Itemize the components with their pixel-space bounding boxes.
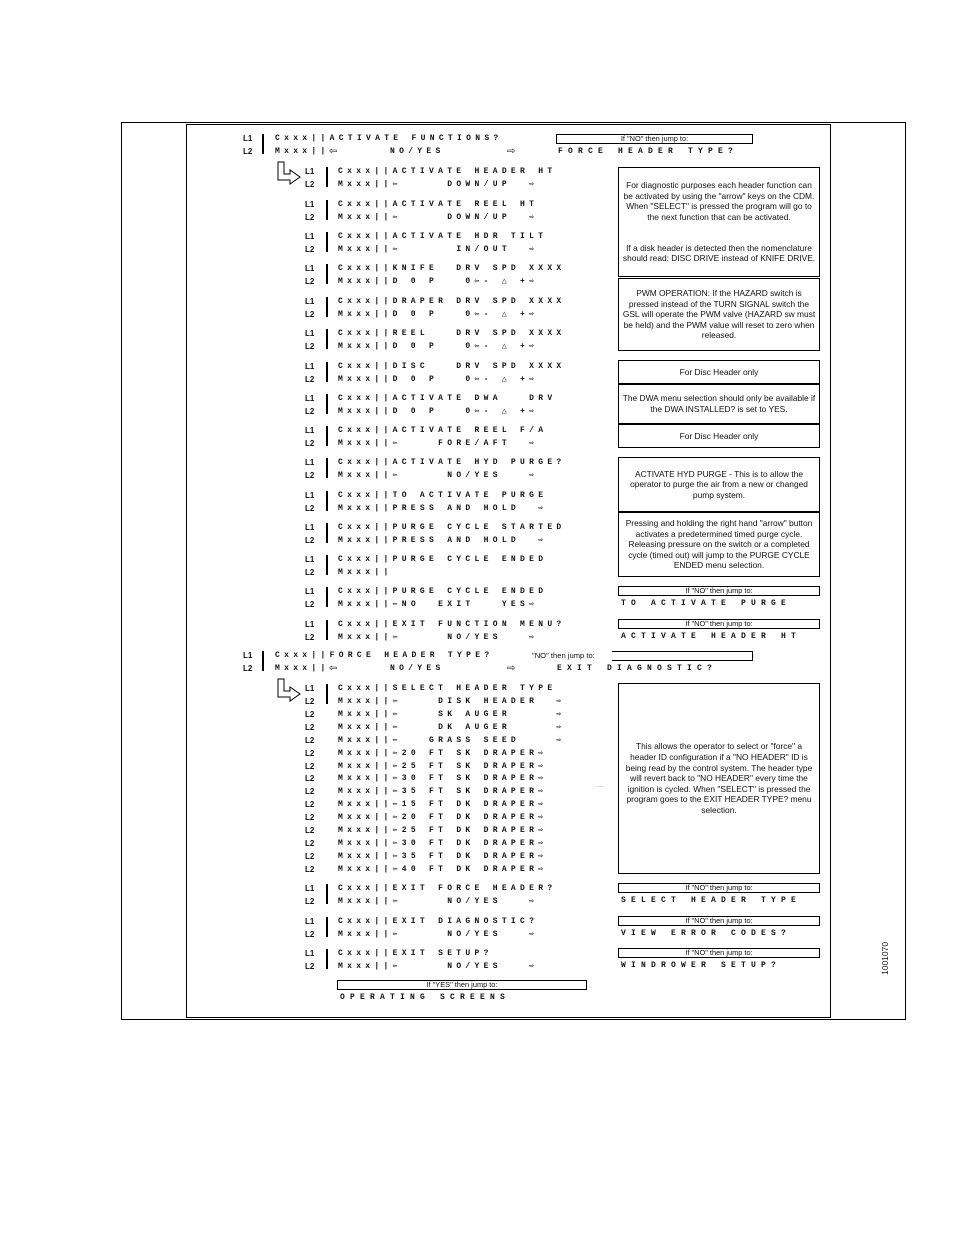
right-arrow-icon: ⇨ <box>507 663 516 674</box>
function-menu-l2: Mxxx||PRESS AND HOLD ⇨ <box>338 504 548 513</box>
lcd-bracket <box>326 523 328 543</box>
function-menu-l1: Cxxx||TO ACTIVATE PURGE <box>338 491 548 500</box>
flow-arrow-icon <box>276 677 306 707</box>
lcd-bracket <box>326 555 328 575</box>
header-type-row: Mxxx||⇦20 FT SK DRAPER⇨ <box>338 748 548 758</box>
line-label: L2 <box>305 180 315 189</box>
header-type-row: Mxxx||⇦40 FT DK DRAPER⇨ <box>338 864 548 874</box>
lcd-bracket <box>326 884 328 904</box>
lcd-bracket <box>326 917 328 937</box>
jump-title: If "NO" then jump to: <box>618 619 820 629</box>
note-diag-text: For diagnostic purposes each header function can be activated by using the "arrow" keys on the CDM. When "SELECT" is pressed the program will go to the next function that can be activated. <box>623 180 815 222</box>
line-label: L1 <box>305 620 315 629</box>
jump-title: If "NO" then jump to: <box>618 916 820 926</box>
lcd-bracket <box>326 329 328 349</box>
lcd-bracket <box>326 491 328 511</box>
line-label: L2 <box>305 310 315 319</box>
line-label: L2 <box>305 277 315 286</box>
function-menu-l2: Mxxx||⇦ FORE/AFT ⇨ <box>338 439 539 448</box>
function-menu-l1: Cxxx||ACTIVATE REEL HT <box>338 200 539 209</box>
function-menu-l1: Cxxx||ACTIVATE HEADER HT <box>338 167 557 176</box>
line-label: L1 <box>243 651 253 660</box>
lcd-bracket <box>262 134 264 154</box>
top-menu-l2-left: Mxxx|| <box>275 147 330 156</box>
function-menu-l1: Cxxx||KNIFE DRV SPD XXXX <box>338 264 566 273</box>
line-label: L1 <box>305 167 315 176</box>
line-label: L2 <box>305 245 315 254</box>
line-label: L2 <box>305 213 315 222</box>
header-type-row: Mxxx||⇦35 FT SK DRAPER⇨ <box>338 787 548 797</box>
header-type-row: Mxxx||⇦ GRASS SEED ⇨ <box>338 735 566 745</box>
jump-title: If "NO" then jump to: <box>618 883 820 893</box>
jump-title: "NO" then jump to: <box>532 651 595 660</box>
jump-title: If "NO" then jump to: <box>618 586 820 596</box>
lcd-bracket <box>326 949 328 969</box>
function-menu-l2: Mxxx||D 0 P 0⇦- △ +⇨ <box>338 310 539 319</box>
function-menu-l1: Cxxx||PURGE CYCLE ENDED <box>338 587 548 596</box>
header-type-row: Mxxx||⇦20 FT DK DRAPER⇨ <box>338 813 548 823</box>
header-type-row: Mxxx||⇦30 FT SK DRAPER⇨ <box>338 774 548 784</box>
jump-value: TO ACTIVATE PURGE <box>621 599 792 608</box>
function-menu-l1: Cxxx||DISC DRV SPD XXXX <box>338 362 566 371</box>
function-menu-l2: Mxxx||⇦ DOWN/UP ⇨ <box>338 213 539 222</box>
header-type-row: Mxxx||⇦30 FT DK DRAPER⇨ <box>338 838 548 848</box>
lcd-bracket <box>326 620 328 640</box>
function-menu-l2: Mxxx||⇦ DOWN/UP ⇨ <box>338 180 539 189</box>
line-label: L2 <box>305 709 315 719</box>
line-label: L1 <box>305 491 315 500</box>
jump-title-box <box>612 651 753 661</box>
header-type-row: Mxxx||⇦ DK AUGER ⇨ <box>338 722 566 732</box>
line-label: L2 <box>305 697 315 706</box>
line-label: L2 <box>305 962 315 971</box>
lcd-bracket <box>262 651 264 671</box>
line-label: L1 <box>305 297 315 306</box>
note-disc-only: For Disc Header only <box>618 360 820 384</box>
jump-value: VIEW ERROR CODES? <box>621 929 792 938</box>
line-label: L2 <box>305 787 315 797</box>
function-menu-l1: Cxxx||DRAPER DRV SPD XXXX <box>338 297 566 306</box>
jump-value: SELECT HEADER TYPE <box>621 896 802 905</box>
exit-menu-l2: Mxxx||⇦ NO/YES ⇨ <box>338 897 539 906</box>
lcd-bracket <box>326 426 328 446</box>
exit-menu-l2: Mxxx||⇦ NO/YES ⇨ <box>338 930 539 939</box>
line-label: L1 <box>305 362 315 371</box>
note-purge: ACTIVATE HYD PURGE - This is to allow the operator to purge the air from a new or changed pump system. <box>618 457 820 512</box>
top-menu-l1: Cxxx||ACTIVATE FUNCTIONS? <box>275 134 503 143</box>
force-menu-l2-mid: NO/YES <box>390 664 445 673</box>
jump-title: If "NO" then jump to: <box>556 134 753 144</box>
line-label: L1 <box>305 684 315 693</box>
lcd-bracket <box>326 167 328 187</box>
function-menu-l2: Mxxx||⇦ IN/OUT ⇨ <box>338 245 539 254</box>
line-label: L2 <box>305 735 315 745</box>
note-disk-text: If a disk header is detected then the nomenclature should read: DISC DRIVE instead of KNIFE DRIVE. <box>622 242 816 264</box>
line-label: L2 <box>305 761 315 771</box>
header-type-row: Mxxx||⇦15 FT DK DRAPER⇨ <box>338 800 548 810</box>
force-menu-l1: Cxxx||FORCE HEADER TYPE? <box>275 651 494 660</box>
header-type-row: Mxxx||⇦ SK AUGER ⇨ <box>338 709 566 719</box>
function-menu-l1: Cxxx||ACTIVATE DWA DRV <box>338 394 557 403</box>
flow-arrow-icon <box>276 160 306 190</box>
figure-id: 1001070 <box>880 941 890 975</box>
line-label: L2 <box>305 504 315 513</box>
exit-menu-l1: Cxxx||EXIT SETUP? <box>338 949 493 958</box>
line-label: L2 <box>305 342 315 351</box>
line-label: L2 <box>305 897 315 906</box>
header-type-row: Mxxx||⇦25 FT DK DRAPER⇨ <box>338 826 548 835</box>
note-pwm: PWM OPERATION: If the HAZARD switch is pressed instead of the TURN SIGNAL switch the GSL will operate the PWM valve (HAZARD sw must be held) and the PWM value will reset to zero when released. <box>618 278 820 351</box>
lcd-bracket <box>326 297 328 317</box>
header-type-row: Mxxx||⇦ DISK HEADER ⇨ <box>338 697 566 706</box>
header-type-row: Mxxx||⇦35 FT DK DRAPER⇨ <box>338 851 548 861</box>
line-label: L2 <box>305 722 315 732</box>
lcd-bracket <box>326 362 328 382</box>
line-label: L2 <box>305 800 315 810</box>
line-label: L2 <box>305 826 315 835</box>
line-label: L1 <box>305 264 315 273</box>
line-label: L1 <box>305 232 315 241</box>
lcd-bracket <box>326 200 328 220</box>
line-label: L2 <box>305 375 315 384</box>
function-menu-l2: Mxxx||⇦ NO/YES ⇨ <box>338 633 539 642</box>
function-menu-l1: Cxxx||ACTIVATE REEL F/A <box>338 426 548 435</box>
function-menu-l2: Mxxx||⇦NO EXIT YES⇨ <box>338 600 539 609</box>
force-menu-l2-left: Mxxx|| <box>275 664 330 673</box>
line-label: L1 <box>305 884 315 893</box>
right-arrow-icon: ⇨ <box>507 146 516 157</box>
function-menu-l2: Mxxx||⇦ NO/YES ⇨ <box>338 471 539 480</box>
function-menu-l2: Mxxx||D 0 P 0⇦- △ +⇨ <box>338 277 539 286</box>
line-label: L1 <box>305 329 315 338</box>
exit-menu-l2: Mxxx||⇦ NO/YES ⇨ <box>338 962 539 971</box>
jump-value: ACTIVATE HEADER HT <box>621 632 802 641</box>
function-menu-l1: Cxxx||EXIT FUNCTION MENU? <box>338 620 566 629</box>
note-disc-only: For Disc Header only <box>618 424 820 448</box>
line-label: L1 <box>305 917 315 926</box>
line-label: L1 <box>305 426 315 435</box>
line-label: L2 <box>305 930 315 939</box>
line-label: L2 <box>305 568 315 577</box>
header-type-row: Mxxx||⇦25 FT SK DRAPER⇨ <box>338 761 548 771</box>
exit-menu-l1: Cxxx||EXIT FORCE HEADER? <box>338 884 557 893</box>
jump-value: OPERATING SCREENS <box>340 993 511 1002</box>
function-menu-l2: Mxxx||PRESS AND HOLD ⇨ <box>338 536 548 545</box>
lcd-bracket <box>326 458 328 478</box>
line-label: L1 <box>243 134 253 143</box>
note-force-header: This allows the operator to select or "force" a header ID configuration if a "NO HEADER" ID is being read by the control system. The header type will revert back to "NO HEADER" every time the ignition is cycled. When "SELECT" is pressed the program goes to the EXIT HEADER TYPE? menu selection. <box>618 683 820 874</box>
function-menu-l2: Mxxx|| <box>338 568 393 577</box>
line-label: L2 <box>305 407 315 416</box>
line-label: L2 <box>305 748 315 758</box>
line-label: L2 <box>305 536 315 545</box>
function-menu-l2: Mxxx||D 0 P 0⇦- △ +⇨ <box>338 342 539 351</box>
header-type-l1: Cxxx||SELECT HEADER TYPE <box>338 684 557 693</box>
line-label: L1 <box>305 555 315 564</box>
lcd-bracket <box>326 394 328 414</box>
function-menu-l1: Cxxx||PURGE CYCLE STARTED <box>338 523 566 532</box>
ellipsis: ... <box>597 780 604 789</box>
line-label: L2 <box>305 633 315 642</box>
note-dwa: The DWA menu selection should only be available if the DWA INSTALLED? is set to YES. <box>618 384 820 424</box>
line-label: L2 <box>305 439 315 448</box>
line-label: L2 <box>243 664 253 673</box>
line-label: L2 <box>305 851 315 861</box>
line-label: L2 <box>305 774 315 784</box>
line-label: L2 <box>305 864 315 874</box>
function-menu-l1: Cxxx||REEL DRV SPD XXXX <box>338 329 566 338</box>
jump-title: If "YES" then jump to: <box>337 980 587 990</box>
left-arrow-icon: ⇦ <box>329 146 338 157</box>
line-label: L1 <box>305 523 315 532</box>
line-label: L2 <box>305 600 315 609</box>
lcd-bracket <box>326 264 328 284</box>
function-menu-l2: Mxxx||D 0 P 0⇦- △ +⇨ <box>338 375 539 384</box>
function-menu-l1: Cxxx||PURGE CYCLE ENDED <box>338 555 548 564</box>
function-menu-l1: Cxxx||ACTIVATE HYD PURGE? <box>338 458 566 467</box>
lcd-bracket <box>326 587 328 607</box>
line-label: L1 <box>305 587 315 596</box>
line-label: L1 <box>305 394 315 403</box>
lcd-bracket <box>326 232 328 252</box>
lcd-bracket <box>326 684 328 704</box>
line-label: L1 <box>305 949 315 958</box>
note-diagnostic <box>618 167 820 277</box>
exit-menu-l1: Cxxx||EXIT DIAGNOSTIC? <box>338 917 539 926</box>
line-label: L2 <box>305 813 315 823</box>
line-label: L2 <box>305 838 315 848</box>
top-menu-l2-mid: NO/YES <box>390 147 445 156</box>
line-label: L1 <box>305 458 315 467</box>
jump-value: WINDROWER SETUP? <box>621 961 782 970</box>
jump-value: EXIT DIAGNOSTIC? <box>557 664 718 673</box>
function-menu-l1: Cxxx||ACTIVATE HDR TILT <box>338 232 548 241</box>
left-arrow-icon: ⇦ <box>329 663 338 674</box>
function-menu-l2: Mxxx||D 0 P 0⇦- △ +⇨ <box>338 407 539 416</box>
line-label: L2 <box>305 471 315 480</box>
jump-value: FORCE HEADER TYPE? <box>558 147 739 156</box>
jump-title: If "NO" then jump to: <box>618 948 820 958</box>
line-label: L2 <box>243 147 253 156</box>
note-purge-hold: Pressing and holding the right hand "arrow" button activates a predetermined timed purge cycle. Releasing pressure on the switch or a completed cycle (timed out) will jump to the PURGE CYCLE ENDED menu selection. <box>618 512 820 577</box>
line-label: L1 <box>305 200 315 209</box>
